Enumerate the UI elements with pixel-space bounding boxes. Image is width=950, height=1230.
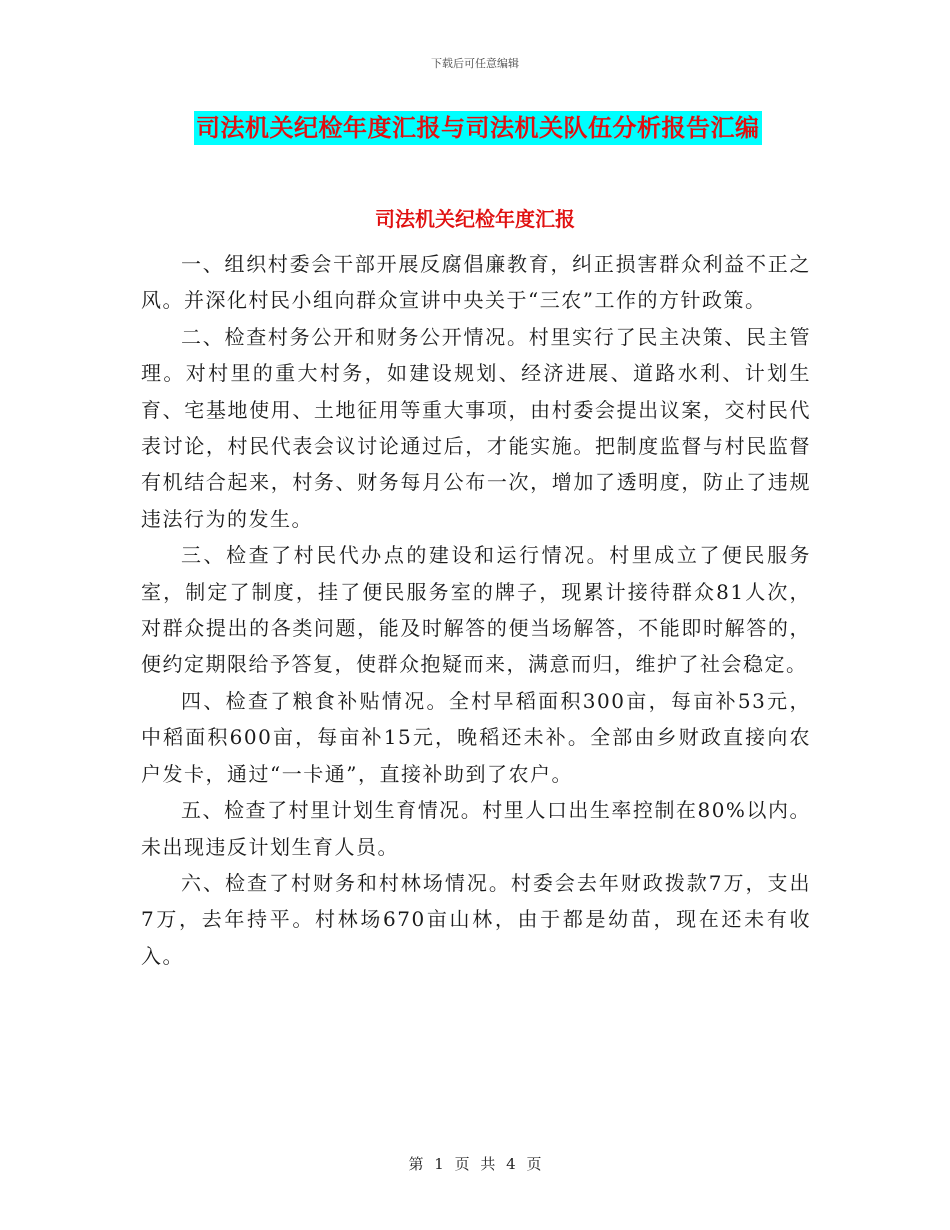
header-note: 下载后可任意编辑 bbox=[431, 57, 519, 70]
paragraph: 六、检查了村财务和村林场情况。村委会去年财政拨款7万，支出7万，去年持平。村林场670亩山林，由于都是幼苗，现在还未有收入。 bbox=[141, 870, 811, 968]
paragraph: 三、检查了村民代办点的建设和运行情况。村里成立了便民服务室，制定了制度，挂了便民服务室的牌子，现累计接待群众81人次，对群众提出的各类问题，能及时解答的便当场解答，不能即时解答的，便约定期限给予答复，使群众抱疑而来，满意而归，维护了社会稳定。 bbox=[141, 543, 811, 677]
document-body bbox=[141, 246, 811, 974]
paragraph: 一、组织村委会干部开展反腐倡廉教育，纠正损害群众利益不正之风。并深化村民小组向群众宣讲中央关于“三农”工作的方针政策。 bbox=[141, 252, 811, 313]
paragraph: 四、检查了粮食补贴情况。全村早稻面积300亩，每亩补53元，中稻面积600亩，每亩补15元，晚稻还未补。全部由乡财政直接向农户发卡，通过“一卡通”，直接补助到了农户。 bbox=[141, 688, 811, 786]
paragraph: 五、检查了村里计划生育情况。村里人口出生率控制在80%以内。未出现违反计划生育人员。 bbox=[141, 798, 811, 859]
document-title: 司法机关纪检年度汇报与司法机关队伍分析报告汇编 bbox=[196, 114, 760, 142]
paragraph: 二、检查村务公开和财务公开情况。村里实行了民主决策、民主管理。对村里的重大村务，如建设规划、经济进展、道路水利、计划生育、宅基地使用、土地征用等重大事项，由村委会提出议案，交村民代表讨论，村民代表会议讨论通过后，才能实施。把制度监督与村民监督有机结合起来，村务、财务每月公布一次，增加了透明度，防止了违规违法行为的发生。 bbox=[141, 324, 811, 531]
section-title: 司法机关纪检年度汇报 bbox=[375, 207, 575, 231]
page-number: 第 1 页 共 4 页 bbox=[408, 1155, 542, 1173]
document-title-highlight bbox=[194, 111, 762, 145]
